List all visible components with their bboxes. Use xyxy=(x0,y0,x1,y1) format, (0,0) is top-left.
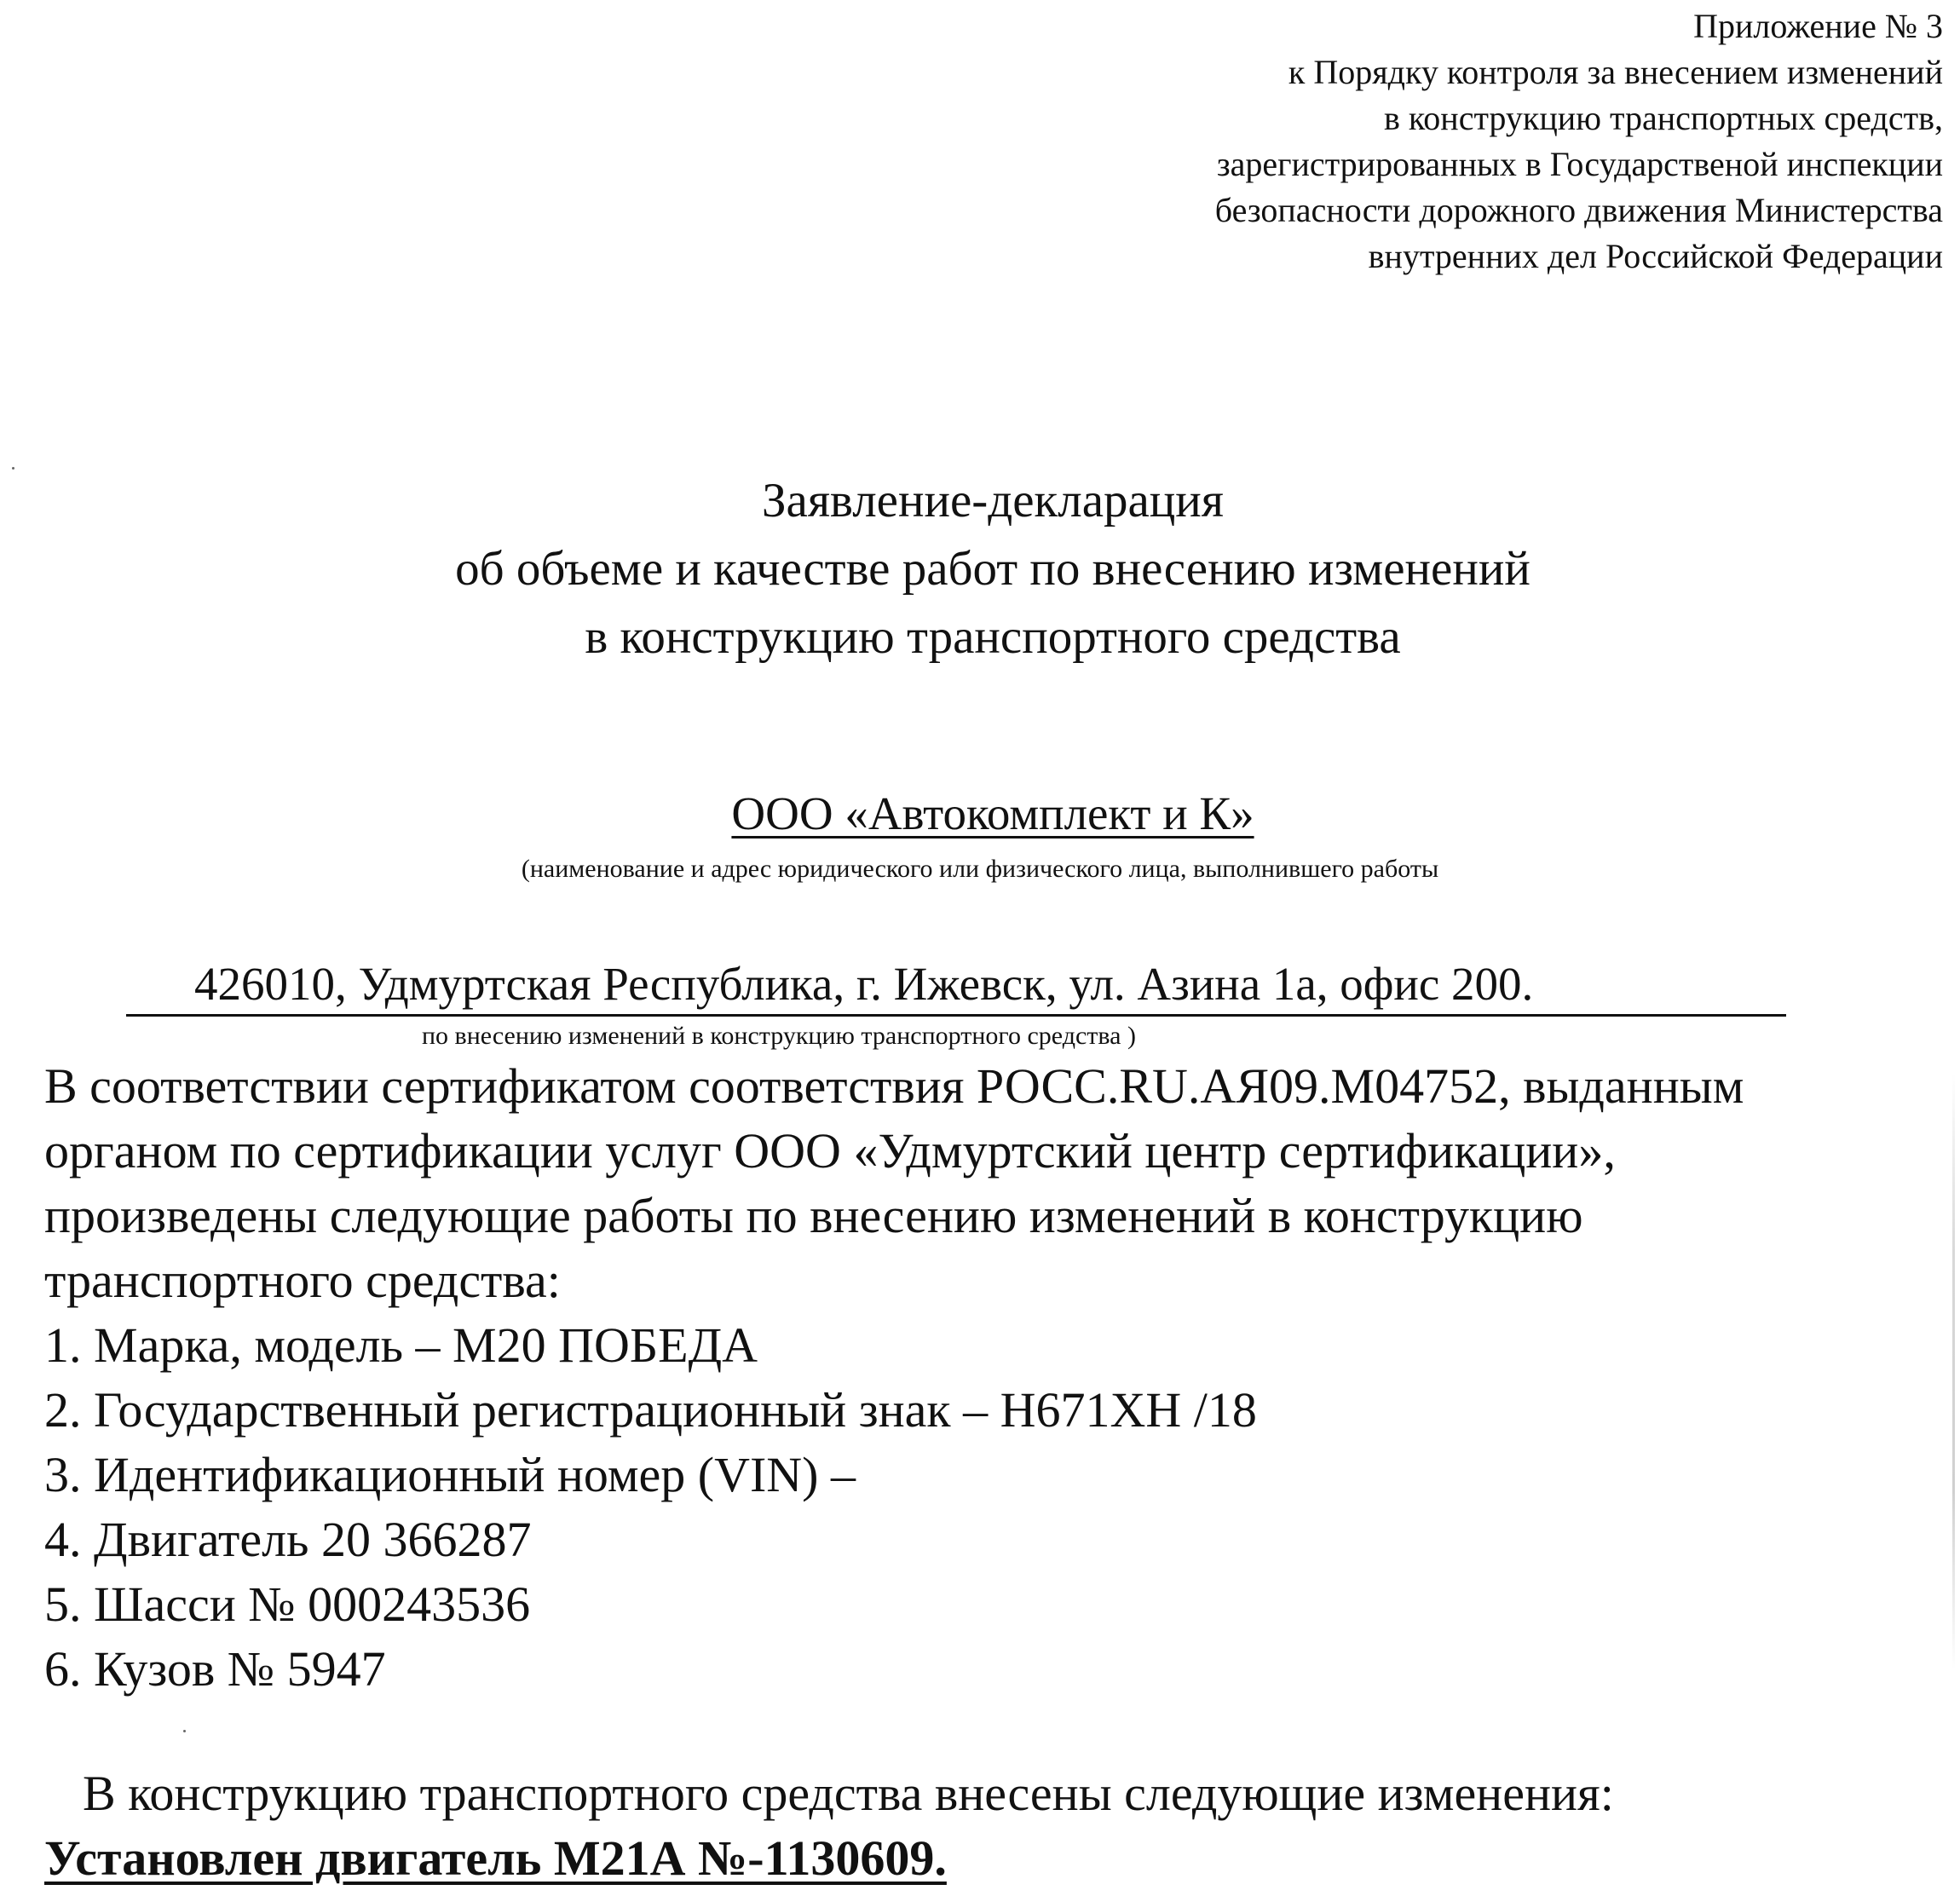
changes-section xyxy=(44,1761,1953,1891)
organization-caption: (наименование и адрес юридического или физического лица, выполнившего работы xyxy=(521,855,1439,883)
title-line: об объеме и качестве работ по внесению изменений xyxy=(455,542,1531,596)
vehicle-item-make-model: 1. Марка, модель – М20 ПОБЕДА xyxy=(44,1317,758,1373)
document-title xyxy=(0,467,1960,671)
scan-edge-shadow xyxy=(1952,1074,1955,1670)
changes-result: Установлен двигатель М21А №-1130609. xyxy=(44,1830,947,1886)
scan-speck xyxy=(183,1730,186,1732)
address-caption: по внесению изменений в конструкцию транспортного средства ) xyxy=(422,1022,1136,1050)
appendix-line: Приложение № 3 xyxy=(1693,7,1943,45)
changes-intro: В конструкцию транспортного средства внесены следующие изменения: xyxy=(83,1766,1614,1821)
appendix-line: зарегистрированных в Государственой инспекции xyxy=(1216,145,1943,183)
appendix-line: к Порядку контроля за внесением изменений xyxy=(1288,53,1943,91)
appendix-header xyxy=(665,3,1943,280)
appendix-line: в конструкцию транспортных средств, xyxy=(1384,99,1943,137)
vehicle-item-engine: 4. Двигатель 20 366287 xyxy=(44,1512,532,1567)
body-line: произведены следующие работы по внесению изменений в конструкцию xyxy=(44,1188,1583,1243)
title-line: в конструкцию транспортного средства xyxy=(585,610,1401,664)
organization-address: 426010, Удмуртская Республика, г. Ижевск, ул. Азина 1а, офис 200. xyxy=(126,954,1786,1017)
appendix-line: безопасности дорожного движения Министерства xyxy=(1214,191,1943,229)
vehicle-item-registration: 2. Государственный регистрационный знак – Н671ХН /18 xyxy=(44,1382,1257,1438)
body-line: В соответствии сертификатом соответствия РОСС.RU.АЯ09.М04752, выданным xyxy=(44,1058,1744,1114)
scan-speck xyxy=(12,467,14,470)
appendix-line: внутренних дел Российской Федерации xyxy=(1368,237,1943,275)
vehicle-item-body: 6. Кузов № 5947 xyxy=(44,1641,386,1697)
organization-name-block xyxy=(0,784,1960,844)
organization-name: ООО «Автокомплект и К» xyxy=(731,787,1254,839)
body-line: органом по сертификации услуг ООО «Удмуртский центр сертификации», xyxy=(44,1123,1616,1179)
vehicle-item-vin: 3. Идентификационный номер (VIN) – xyxy=(44,1447,856,1502)
declaration-body xyxy=(44,1054,1953,1702)
body-line: транспортного средства: xyxy=(44,1253,561,1308)
title-line: Заявление-декларация xyxy=(761,474,1225,527)
vehicle-item-chassis: 5. Шасси № 000243536 xyxy=(44,1576,531,1632)
